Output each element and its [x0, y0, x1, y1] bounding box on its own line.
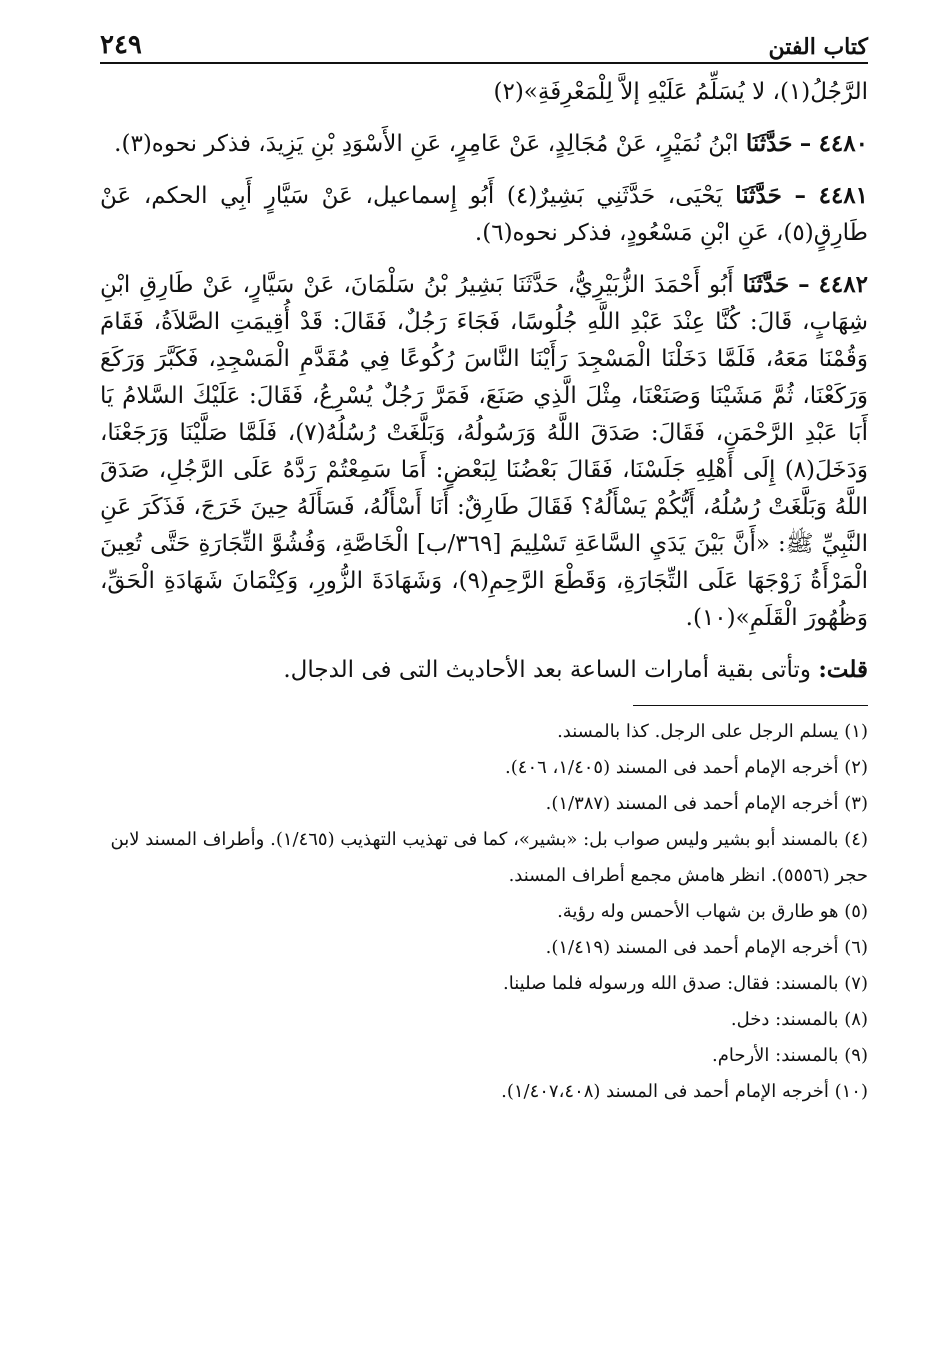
hadith-number: ٤٤٨١ [818, 182, 869, 209]
footnote-text: هو طارق بن شهاب الأحمس وله رؤية. [557, 901, 839, 922]
footnote [100, 822, 868, 894]
footnote [100, 894, 868, 930]
header-rule [100, 62, 868, 64]
footnote [100, 786, 868, 822]
footnote [100, 1002, 868, 1038]
hadith-opening: حَدَّثَنَا [742, 271, 790, 298]
book-page [100, 22, 868, 1110]
hadith-4482 [100, 266, 868, 637]
footnote [100, 1038, 868, 1074]
hadith-opening: حَدَّثَنَا [735, 182, 782, 209]
hadith-4481 [100, 177, 868, 252]
footnote-mark: (٨) [844, 1009, 868, 1030]
footnote [100, 750, 868, 786]
footnote-text: بالمسند: فقال: صدق الله ورسوله فلما صلينا. [503, 973, 839, 994]
hadith-opening: حَدَّثَنَا [745, 130, 793, 157]
footnote-text: بالمسند أبو بشير وليس صواب بل: «بشير»، كما فى تهذيب التهذيب (١/٤٦٥). وأطراف المسند لابن حجر (٥٥٥٦). انظر هامش مجمع أطراف المسند. [110, 829, 868, 886]
footnote-rule [633, 705, 868, 706]
dash: – [799, 130, 812, 157]
dash: – [798, 271, 810, 298]
chapter-title: كتاب الفتن [768, 34, 868, 60]
note-label: قلت: [818, 656, 868, 683]
lead-text: الرَّجُلُ(١)، لا يُسَلِّمُ عَلَيْهِ إلاَّ لِلْمَعْرِفَةِ»(٢) [493, 79, 868, 105]
footnote-text: بالمسند: دخل. [730, 1009, 839, 1030]
footnote-text: أخرجه الإمام أحمد فى المسند (١/٤٠٧،٤٠٨). [501, 1081, 829, 1102]
hadith-number: ٤٤٨٠ [818, 130, 868, 157]
footnote [100, 966, 868, 1002]
footnote-mark: (٧) [844, 973, 868, 994]
note-text: وتأتى بقية أمارات الساعة بعد الأحاديث التى فى الدجال. [283, 657, 811, 683]
main-text [100, 74, 868, 689]
footnote-text: أخرجه الإمام أحمد فى المسند (١/٣٨٧). [545, 793, 839, 814]
footnote-mark: (٣) [844, 793, 868, 814]
footnote-text: بالمسند: الأرحام. [711, 1045, 839, 1066]
lead-line [100, 74, 868, 111]
footnotes [100, 714, 868, 1110]
dash: – [794, 182, 806, 209]
hadith-text: ابْنُ نُمَيْرٍ، عَنْ مُجَالِدٍ، عَنْ عَامِرٍ، عَنِ الأَسْوَدِ بْنِ يَزِيدَ، فذكر نحوه(٣). [114, 131, 739, 157]
footnote [100, 1074, 868, 1110]
running-header [100, 22, 868, 60]
footnote-text: أخرجه الإمام أحمد فى المسند (١/٤١٩). [545, 937, 839, 958]
footnote-mark: (٦) [844, 937, 868, 958]
hadith-text: أَبُو أَحْمَدَ الزُّبَيْرِيُّ، حَدَّثَنَا بَشِيرُ بْنُ سَلْمَانَ، عَنْ سَيَّارٍ، عَنْ طَارِقِ ابْنِ شِهَابٍ، قَالَ: كُنَّا عِنْدَ عَبْدِ اللَّهِ جُلُوسًا، فَجَاءَ رَجُلٌ، فَقَالَ: قَدْ أُقِيمَتِ الصَّلاَةُ، فَقَامَ وَقُمْنَا مَعَهُ، فَلَمَّا دَخَلْنَا الْمَسْجِدَ رَأَيْنَا النَّاسَ رُكُوعًا فِي مُقَدَّمِ الْمَسْجِدِ، فَكَبَّرَ وَرَكَعَ وَرَكَعْنَا، ثُمَّ مَشَيْنَا وَصَنَعْنَا، مِثْلَ الَّذِي صَنَعَ، فَمَرَّ رَجُلٌ يُسْرِعُ، فَقَالَ: عَلَيْكَ السَّلامُ يَا أَبَا عَبْدِ الرَّحْمَنِ، فَقَالَ: صَدَقَ اللَّهُ وَرَسُولُهُ، وَبَلَّغَتْ رُسُلُهُ(٧)، فَلَمَّا صَلَّيْنَا وَرَجَعْنَا، وَدَخَلَ(٨) إِلَى أَهْلِهِ جَلَسْنَا، فَقَالَ بَعْضُنَا لِبَعْضٍ: أَمَا سَمِعْتُمْ رَدَّهُ عَلَى الرَّجُلِ، صَدَقَ اللَّهُ وَبَلَّغَتْ رُسُلُهُ، أَيُّكُمْ يَسْأَلُهُ؟ فَقَالَ طَارِقٌ: أَنَا أَسْأَلُهُ، فَسَأَلَهُ حِينَ خَرَجَ، فَذَكَرَ عَنِ النَّبِيِّ ﷺ: «أَنَّ بَيْنَ يَدَيِ السَّاعَةِ تَسْلِيمَ [٣٦٩/ب] الْخَاصَّةِ، وَفُشُوَّ التِّجَارَةِ حَتَّى تُعِينَ الْمَرْأَةُ زَوْجَهَا عَلَى التِّجَارَةِ، وَقَطْعَ الرَّحِمِ(٩)، وَشَهَادَةَ الزُّورِ، وَكِتْمَانَ شَهَادَةِ الْحَقِّ، وَظُهُورَ الْقَلَمِ»(١٠). [100, 272, 868, 631]
footnote-mark: (٩) [844, 1045, 868, 1066]
footnote-mark: (٤) [844, 829, 868, 850]
footnote-mark: (١٠) [834, 1081, 868, 1102]
footnote-mark: (٢) [844, 757, 868, 778]
footnote-mark: (٥) [844, 901, 868, 922]
footnote-text: يسلم الرجل على الرجل. كذا بالمسند. [557, 721, 839, 742]
hadith-number: ٤٤٨٢ [818, 271, 868, 298]
footnote [100, 930, 868, 966]
footnote-text: أخرجه الإمام أحمد فى المسند (١/٤٠٥، ٤٠٦). [505, 757, 839, 778]
footnote [100, 714, 868, 750]
hadith-4480 [100, 125, 868, 163]
footnote-mark: (١) [844, 721, 868, 742]
footnote-separator [100, 705, 868, 706]
editor-note [100, 651, 868, 689]
page-number: ٢٤٩ [100, 30, 142, 60]
hadith-text: يَحْيَى، حَدَّثَنِي بَشِيرٌ(٤) أَبُو إِسماعيل، عَنْ سَيَّارٍ أَبِي الحكم، عَنْ طَارِقٍ(٥)، عَنِ ابْنِ مَسْعُودٍ، فذكر نحوه(٦). [100, 183, 868, 246]
